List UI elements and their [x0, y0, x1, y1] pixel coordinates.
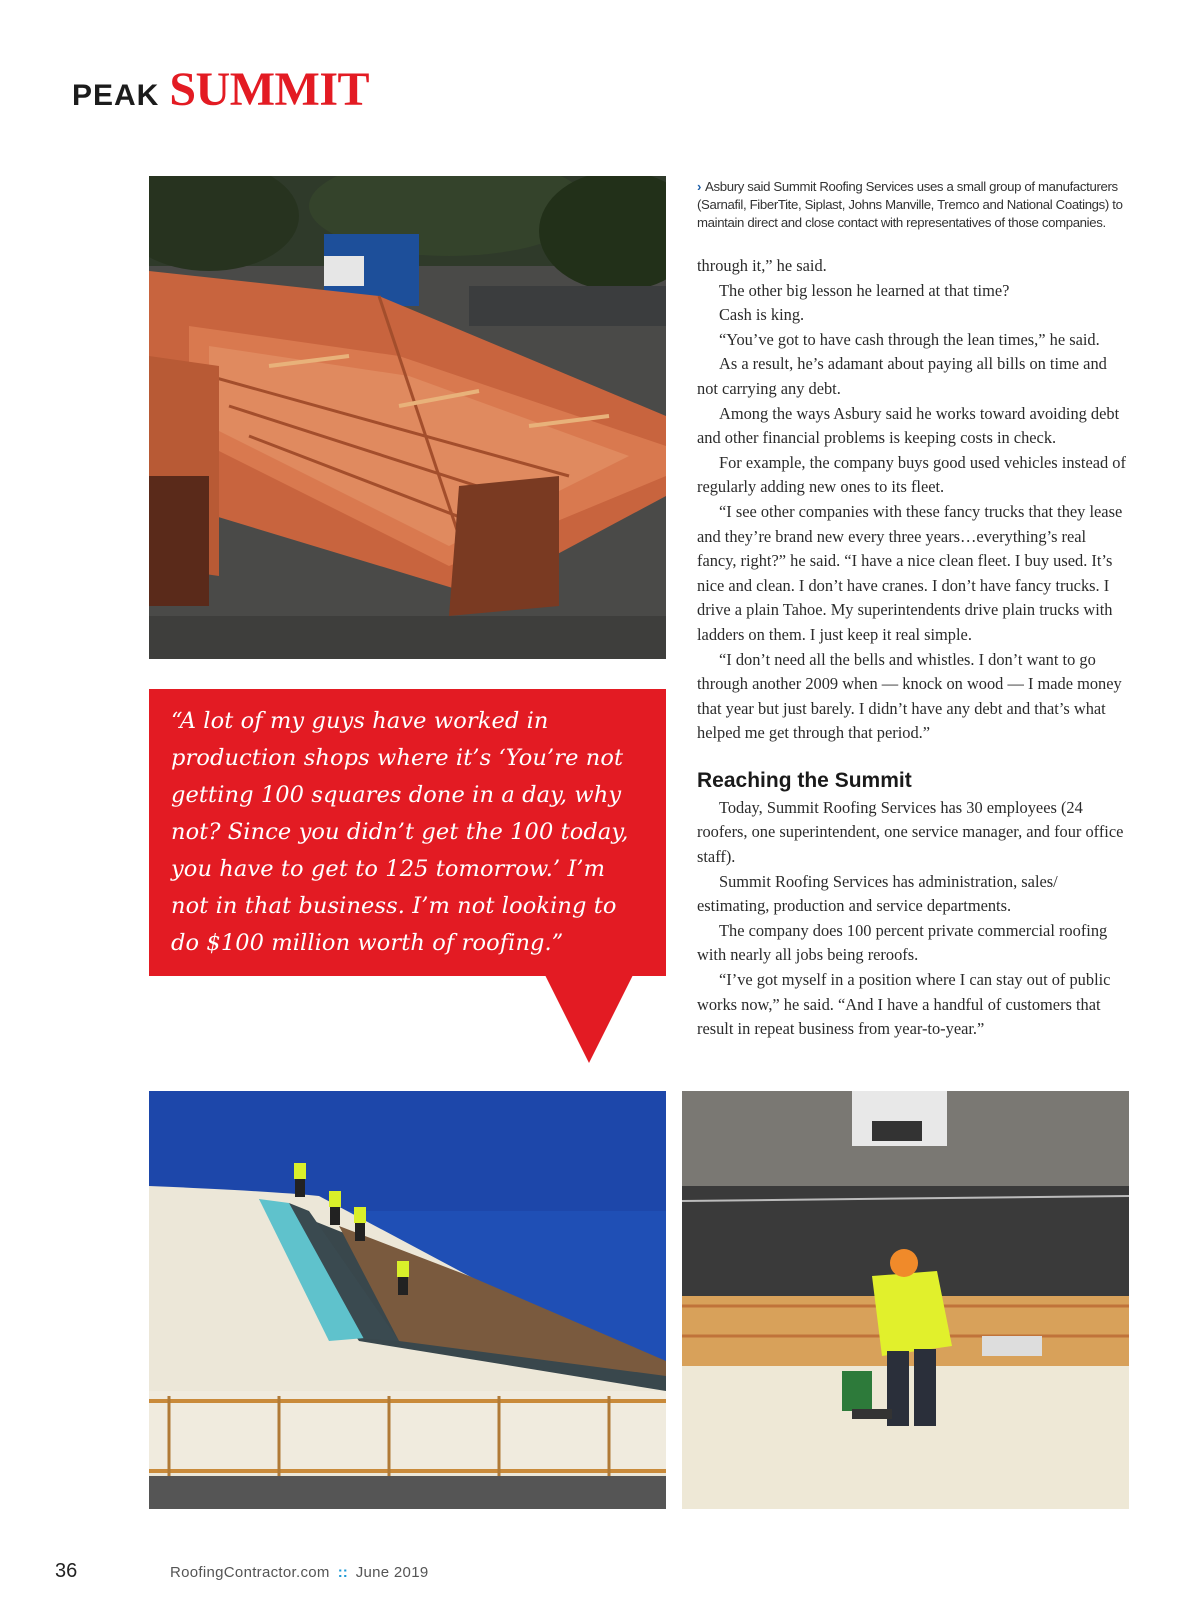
article-paragraph: “I see other companies with these fancy trucks that they lease and they’re brand new every three years…everything’s real fancy, right?” he said. “I have a nice clean fleet. I buy used. It’s nice and clean. I don’t have cranes. I don’t have fancy trucks. I drive a plain Tahoe. My superintendents drive plain trucks with ladders on them. I just keep it real simple.	[697, 501, 1123, 644]
page-number: 36	[55, 1560, 78, 1582]
article-paragraph: Cash is king.	[719, 305, 805, 325]
article-paragraph: “I don’t need all the bells and whistles. I don’t want to go through another 2009 when — knock on wood — I made money that year but just barely. I didn’t have any debt and that’s what helped me get through that period.”	[697, 649, 1122, 743]
article-paragraph: Today, Summit Roofing Services has 30 employees (24 roofers, one superintendent, one service manager, and four office staff).	[697, 797, 1124, 867]
article-paragraph: through it,” he said.	[697, 256, 827, 275]
page-footer	[55, 1560, 428, 1583]
article-paragraph: “You’ve got to have cash through the lean times,” he said.	[719, 329, 1100, 349]
footer-separator: ::	[337, 1564, 348, 1581]
pull-quote-pointer	[545, 975, 633, 1063]
article-paragraph: The other big lesson he learned at that time?	[719, 280, 1010, 300]
header-summit: SUMMIT	[169, 63, 370, 116]
pull-quote-box	[149, 689, 666, 976]
article-paragraph: Summit Roofing Services has administration, sales/ estimating, production and service departments.	[697, 871, 1058, 916]
copper-panels-photo	[149, 176, 666, 659]
dome-roof-crew-photo	[149, 1091, 666, 1509]
article-paragraph: As a result, he’s adamant about paying all bills on time and not carrying any debt.	[697, 354, 1107, 398]
article-body	[697, 254, 1129, 1042]
footer-website: RoofingContractor.com	[170, 1564, 330, 1581]
caption-text: Asbury said Summit Roofing Services uses a small group of manufacturers (Sarnafil, FiberTite, Siplast, Johns Manville, Tremco and National Coatings) to maintain direct and close contact with representatives of those companies.	[697, 179, 1123, 230]
pull-quote-text: “A lot of my guys have worked in production shops where it’s ‘You’re not getting 100 squares done in a day, why not? Since you didn’t get the 100 today, you have to get to 125 tomorrow.’ I’m not in that business. I’m not looking to do $100 million worth of roofing.”	[171, 708, 629, 956]
section-header	[72, 62, 369, 117]
article-paragraph: “I’ve got myself in a position where I can stay out of public works now,” he said. “And I have a handful of customers that result in repeat business from year-to-year.”	[697, 970, 1111, 1039]
article-paragraph: For example, the company buys good used vehicles instead of regularly adding new ones to its fleet.	[697, 452, 1126, 497]
article-paragraph: The company does 100 percent private commercial roofing with nearly all jobs being reroofs.	[697, 920, 1108, 965]
caption-arrow-icon: ›	[697, 179, 702, 194]
header-peak: PEAK	[72, 79, 160, 112]
article-subhead: Reaching the Summit	[697, 768, 912, 792]
photo-caption	[697, 178, 1127, 232]
article-paragraph: Among the ways Asbury said he works toward avoiding debt and other financial problems is keeping costs in check.	[697, 403, 1120, 448]
roofer-welding-photo	[682, 1091, 1129, 1509]
footer-issue-date: June 2019	[355, 1564, 429, 1581]
